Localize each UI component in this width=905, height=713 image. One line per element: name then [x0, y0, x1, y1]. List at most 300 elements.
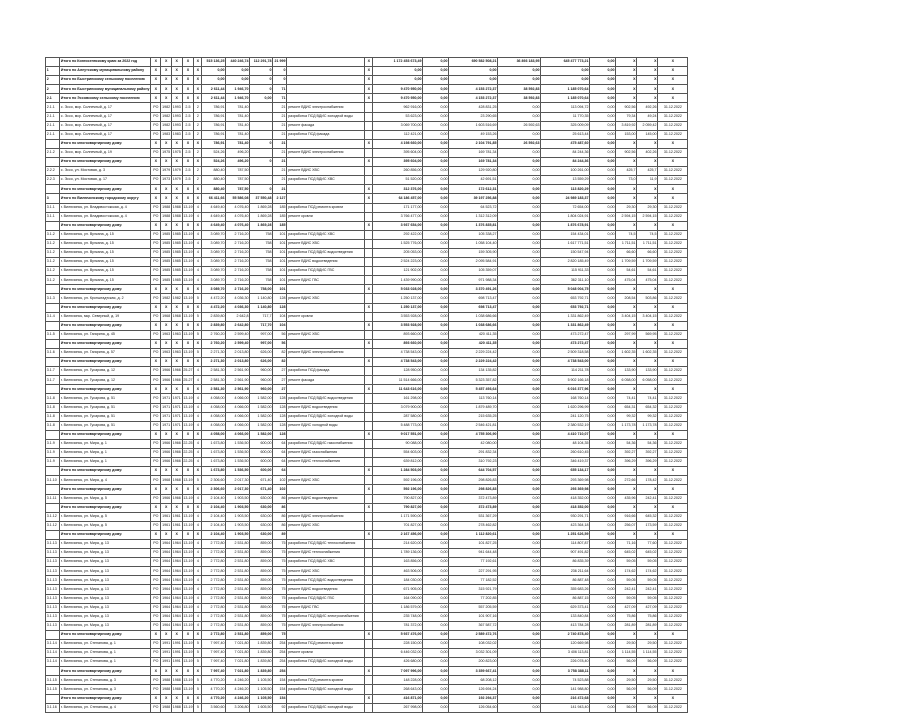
table-cell: X [171, 303, 182, 312]
table-cell: 31.12.2022 [658, 376, 688, 385]
table-cell: 3.1.5 [46, 330, 60, 339]
table-cell: РО [151, 294, 161, 303]
table-cell: 0,00 [498, 185, 541, 194]
table-cell [287, 467, 365, 476]
table-cell: 1991 [161, 649, 172, 658]
table-cell: 56 [273, 339, 287, 348]
table-cell: 626,00 [250, 358, 273, 367]
table-cell: 1968 [161, 476, 172, 485]
table-cell: ремонт ВДИС газоснабжения [287, 449, 365, 458]
table-cell: 260 610,45 [541, 449, 590, 458]
table-cell: г. Вилючинск, ул. Вулкана, д. 15 [60, 267, 151, 276]
table-cell: 4 246,20 [226, 694, 250, 703]
table-cell: 0,00 [423, 58, 449, 67]
table-cell: X [151, 94, 161, 103]
table-cell: 101 [273, 239, 287, 248]
table-cell: 56,09 [616, 685, 637, 694]
table-cell [365, 640, 373, 649]
table-cell: ремонт ВДИС ХВС [287, 330, 365, 339]
table-cell: 1 376 835,81 [449, 221, 498, 230]
table-cell: 5 457 493,64 [449, 385, 498, 394]
table-cell: 1 582,00 [250, 412, 273, 421]
table-cell: 653 792,71 [541, 303, 590, 312]
table-cell: X [637, 67, 658, 76]
table-cell: 13-19 [182, 494, 194, 503]
table-cell: 2 509 318,58 [541, 349, 590, 358]
table-cell: 59,05 [616, 594, 637, 603]
table-cell: 0,00 [423, 276, 449, 285]
table-cell: 2-5 [182, 176, 194, 185]
table-cell: 0,00 [590, 685, 616, 694]
table-cell: X [161, 194, 172, 203]
table-cell: 0,00 [423, 667, 449, 676]
table-cell: 4 770,20 [202, 676, 226, 685]
table-row [46, 567, 688, 576]
table-cell: 31.12.2022 [658, 649, 688, 658]
table-cell: 2 531,80 [226, 630, 250, 639]
table-cell: 101 827,25 [449, 539, 498, 548]
table-cell: 0,00 [590, 467, 616, 476]
table-cell: 1 582,00 [250, 430, 273, 439]
table-cell: 2 760,20 [202, 339, 226, 348]
table-cell: 0,00 [498, 621, 541, 630]
table-cell: 7 997,40 [202, 640, 226, 649]
table-cell: 185 [273, 212, 287, 221]
table-cell: 11,9 [637, 176, 658, 185]
table-cell: 997,00 [250, 339, 273, 348]
table-cell: 101 [273, 248, 287, 257]
table-cell: 21 [273, 121, 287, 130]
table-cell: ремонт ВДИС водоотведения [287, 585, 365, 594]
table-cell: 75 [273, 621, 287, 630]
table-cell: 2 772,80 [202, 612, 226, 621]
table-cell [365, 176, 373, 185]
table-cell: 108 032,02 [449, 640, 498, 649]
table-cell: 1988 [171, 703, 182, 712]
table-cell: 0,00 [498, 630, 541, 639]
table-cell: 0,00 [590, 112, 616, 121]
table-cell: 55 586,08 [226, 194, 250, 203]
table-cell [287, 630, 365, 639]
table-cell: 423 364,18 [541, 521, 590, 530]
summary-row [46, 94, 688, 103]
table-cell [365, 112, 373, 121]
table-cell [365, 539, 373, 548]
table-cell: 325 009,09 [541, 121, 590, 130]
table-cell: X [616, 430, 637, 439]
table-cell: X [161, 385, 172, 394]
table-cell: 31.12.2022 [658, 549, 688, 558]
table-cell: 0,00 [498, 421, 541, 430]
summary-row [46, 321, 688, 330]
table-cell: 51 520,00 [373, 176, 423, 185]
table-cell: 13-19 [182, 612, 194, 621]
table-cell: 0,00 [590, 367, 616, 376]
table-cell [365, 512, 373, 521]
table-row [46, 658, 688, 667]
table-cell: X [637, 667, 658, 676]
table-cell: РО [151, 130, 161, 139]
table-cell: X [194, 503, 202, 512]
table-cell: 0,00 [590, 176, 616, 185]
summary-row [46, 67, 688, 76]
table-cell: 128 [273, 303, 287, 312]
table-cell: г. Вилючинск, ул. Степанова, д. 1 [60, 658, 151, 667]
table-cell: X [151, 194, 161, 203]
table-cell: 0,00 [590, 103, 616, 112]
table-cell: РО [151, 494, 161, 503]
table-cell: РО [151, 212, 161, 221]
table-cell: 2 017,30 [226, 485, 250, 494]
table-cell: 0,00 [498, 67, 541, 76]
table-cell: X [658, 385, 688, 394]
table-cell: 73,0 [616, 176, 637, 185]
table-cell: 22-25 [182, 449, 194, 458]
table-cell: 4 472,20 [202, 294, 226, 303]
table-cell: 0,00 [423, 567, 449, 576]
table-cell: 1 250 137,00 [373, 294, 423, 303]
table-cell: 1991 [171, 649, 182, 658]
table-cell: X [194, 185, 202, 194]
table-cell: Итого по многоквартирному дому: [60, 667, 151, 676]
table-cell: 77 182,52 [449, 576, 498, 585]
table-cell [46, 630, 60, 639]
table-cell: 473 272,47 [541, 339, 590, 348]
table-cell: 859,00 [250, 612, 273, 621]
table-cell [365, 239, 373, 248]
table-cell: X [194, 485, 202, 494]
table-cell: 4 [194, 449, 202, 458]
table-cell [365, 130, 373, 139]
table-cell: X [151, 358, 161, 367]
table-cell: 2 642,8 [226, 312, 250, 321]
table-cell: ремонт кровли [287, 312, 365, 321]
table-cell: X [616, 185, 637, 194]
table-cell: 228 150,00 [373, 640, 423, 649]
table-cell: 346 419,37 [541, 458, 590, 467]
table-cell: 2-5 [182, 112, 194, 121]
table-cell: 418 352,00 [541, 494, 590, 503]
table-cell: 0,00 [423, 612, 449, 621]
table-cell: 4 076,40 [226, 212, 250, 221]
table-cell: X [365, 667, 373, 676]
table-cell: 92 [273, 703, 287, 712]
table-cell: 3.1.2 [46, 230, 60, 239]
table-cell: 25-27 [182, 376, 194, 385]
table-cell: X [616, 76, 637, 85]
table-cell: 13-19 [182, 703, 194, 712]
table-cell: 3.1.2 [46, 239, 60, 248]
table-cell: 786,91 [202, 130, 226, 139]
table-cell [365, 521, 373, 530]
table-cell: 31.12.2022 [658, 349, 688, 358]
table-cell: 26 592,63 [498, 139, 541, 148]
table-cell: 31.12.2022 [658, 212, 688, 221]
table-cell: 56,09 [616, 703, 637, 712]
table-cell: 84 244,36 [541, 148, 590, 157]
table-cell [287, 503, 365, 512]
table-cell: X [365, 485, 373, 494]
table-cell: 0,00 [423, 130, 449, 139]
table-cell: 113 820,29 [541, 185, 590, 194]
table-cell: 0,00 [423, 194, 449, 203]
table-cell: 2 531,80 [226, 576, 250, 585]
table-cell: 0,00 [498, 239, 541, 248]
table-cell: 0,00 [498, 485, 541, 494]
table-cell: 2 772,80 [202, 630, 226, 639]
table-cell: X [637, 58, 658, 67]
table-cell: РО [151, 539, 161, 548]
table-cell: 630,00 [250, 494, 273, 503]
table-cell: 4 058,00 [202, 403, 226, 412]
table-cell: 4 [194, 539, 202, 548]
table-cell: г. Вилючинск, ул. Мира, д. 13 [60, 603, 151, 612]
table-cell: 758 [250, 248, 273, 257]
table-cell: 859,00 [250, 603, 273, 612]
table-cell: 5 937 476,00 [373, 630, 423, 639]
table-cell: 5 [194, 330, 202, 339]
table-cell: 2 531,80 [226, 567, 250, 576]
table-cell: РО [151, 439, 161, 448]
table-cell: X [365, 139, 373, 148]
table-cell: 717,70 [250, 321, 273, 330]
table-cell: 1961 [161, 512, 172, 521]
table-cell: 941 644,48 [449, 549, 498, 558]
table-cell: 86 [273, 521, 287, 530]
table-cell: 0,00 [423, 230, 449, 239]
table-cell: 56,09 [637, 685, 658, 694]
table-cell: 0,00 [590, 321, 616, 330]
summary-row [46, 139, 688, 148]
table-body [46, 58, 688, 713]
table-cell: 13-19 [182, 603, 194, 612]
table-cell: 859,00 [250, 630, 273, 639]
table-cell: 2 017,30 [226, 476, 250, 485]
table-cell: 31.12.2022 [658, 239, 688, 248]
table-cell: 6 058,00 [616, 376, 637, 385]
table-cell: 2 271,30 [202, 349, 226, 358]
table-cell: 630,00 [250, 530, 273, 539]
table-cell: 21 [273, 112, 287, 121]
table-cell: РО [151, 676, 161, 685]
table-cell: РО [151, 412, 161, 421]
table-cell [365, 603, 373, 612]
table-cell: 0,00 [498, 103, 541, 112]
table-cell: X [171, 285, 182, 294]
table-cell: 75 [273, 567, 287, 576]
table-cell: 2 524 223,00 [373, 258, 423, 267]
table-cell: РО [151, 230, 161, 239]
table-cell: 1964 [161, 621, 172, 630]
table-cell: 0,00 [423, 539, 449, 548]
table-cell: 0,00 [202, 76, 226, 85]
table-cell: 916,66 [616, 512, 637, 521]
table-row [46, 703, 688, 712]
summary-row [46, 194, 688, 203]
table-cell: X [637, 503, 658, 512]
table-cell: 4 649,40 [202, 221, 226, 230]
table-cell: 2 594,15 [616, 212, 637, 221]
table-cell: 4 [194, 558, 202, 567]
table-cell: 1 185 070,64 [541, 85, 590, 94]
table-cell: X [616, 58, 637, 67]
table-cell: X [182, 694, 194, 703]
table-cell: 859,00 [250, 539, 273, 548]
table-cell: 2 772,80 [202, 539, 226, 548]
summary-row [46, 358, 688, 367]
table-cell [365, 248, 373, 257]
table-cell: РО [151, 703, 161, 712]
table-cell [287, 194, 365, 203]
table-cell: РО [151, 276, 161, 285]
table-cell: Итого по многоквартирному дому: [60, 339, 151, 348]
table-cell: 174,62 [637, 567, 658, 576]
table-cell: X [616, 85, 637, 94]
table-cell: 645,32 [637, 512, 658, 521]
table-cell: 2 229 224,42 [449, 358, 498, 367]
table-cell: 5 [194, 476, 202, 485]
table-cell: 38 592,83 [498, 94, 541, 103]
table-cell: 13-19 [182, 403, 194, 412]
table-cell: X [161, 185, 172, 194]
table-cell: 2.2.3 [46, 176, 60, 185]
table-cell: 31.12.2022 [658, 121, 688, 130]
table-row [46, 512, 688, 521]
table-cell: 0,00 [590, 58, 616, 67]
table-row [46, 258, 688, 267]
table-cell: 312 376,00 [373, 185, 423, 194]
table-cell: 0,00 [423, 121, 449, 130]
table-cell: 4 [194, 276, 202, 285]
table-cell: РО [151, 394, 161, 403]
table-cell: 1961 [171, 512, 182, 521]
table-cell: 1964 [171, 567, 182, 576]
table-cell: 0,00 [423, 203, 449, 212]
table-cell: 3 089,70 [202, 248, 226, 257]
table-cell: 0,00 [423, 439, 449, 448]
table-cell: X [194, 467, 202, 476]
table-cell: 1964 [171, 539, 182, 548]
table-cell: 355 683,26 [541, 585, 590, 594]
table-cell: Итого по многоквартирному дому: [60, 139, 151, 148]
table-cell: 39 197 256,88 [449, 194, 498, 203]
table-row [46, 539, 688, 548]
table-cell: X [365, 85, 373, 94]
table-cell: 0,00 [423, 339, 449, 348]
table-cell: РО [151, 594, 161, 603]
table-cell: 1 789 136,00 [373, 549, 423, 558]
table-cell: РО [151, 112, 161, 121]
table-cell: 71 [273, 94, 287, 103]
table-cell: 0,00 [498, 130, 541, 139]
table-cell: 1988 [161, 203, 172, 212]
table-cell: 426 680,00 [373, 658, 423, 667]
table-cell: 5 [194, 294, 202, 303]
table-cell: 475 487,60 [541, 139, 590, 148]
table-cell: РО [151, 203, 161, 212]
table-cell: 1979 [161, 167, 172, 176]
table-cell: РО [151, 685, 161, 694]
table-cell: X [637, 630, 658, 639]
table-cell: 174,62 [616, 567, 637, 576]
table-cell [365, 294, 373, 303]
table-cell: 859,00 [250, 621, 273, 630]
table-cell: 4 [194, 594, 202, 603]
table-cell: 4 036,30 [226, 303, 250, 312]
table-cell: X [637, 694, 658, 703]
table-cell: 1971 [171, 403, 182, 412]
table-cell: 2 531,80 [226, 621, 250, 630]
table-cell: 0,00 [449, 67, 498, 76]
table-cell: 1 331 862,49 [541, 321, 590, 330]
table-cell: ремонт ВДИС теплоснабжения [287, 549, 365, 558]
table-cell: 3.1.10 [46, 476, 60, 485]
table-cell: 4 066,00 [226, 394, 250, 403]
table-cell: X [637, 85, 658, 94]
table-cell: г. Вилючинск, мкр. Северный, д. 19 [60, 312, 151, 321]
table-cell [365, 649, 373, 658]
table-cell: 0,00 [423, 403, 449, 412]
table-cell: X [161, 285, 172, 294]
table-cell: 54,36 [637, 439, 658, 448]
table-cell: 2 642,80 [226, 321, 250, 330]
table-cell: 154 [273, 685, 287, 694]
table-cell: 114 807,87 [541, 539, 590, 548]
table-cell: 0,00 [423, 312, 449, 321]
summary-row [46, 58, 688, 67]
table-cell: X [171, 194, 182, 203]
table-cell: 31.12.2022 [658, 367, 688, 376]
table-cell: 0,00 [423, 467, 449, 476]
table-cell: г. Вилючинск, ул. Мира, д. 5 [60, 494, 151, 503]
table-cell: ремонт ВДИС ХВС [287, 521, 365, 530]
table-cell: 82 [273, 349, 287, 358]
table-cell: 13-19 [182, 349, 194, 358]
table-cell: 0,00 [423, 167, 449, 176]
table-cell: 13-19 [182, 549, 194, 558]
table-cell: X [151, 503, 161, 512]
table-cell: 1 605,50 [250, 703, 273, 712]
table-cell [46, 303, 60, 312]
table-cell: 134 135,82 [449, 367, 498, 376]
table-cell: 4 246,20 [226, 685, 250, 694]
table-cell: 86 [273, 512, 287, 521]
table-cell: 1966 [171, 458, 182, 467]
table-cell: 1 171 590,00 [373, 512, 423, 521]
table-cell: 3.1.9 [46, 458, 60, 467]
table-cell: 4 058,00 [202, 421, 226, 430]
table-cell: РО [151, 612, 161, 621]
table-cell: 1 172 453 673,49 [373, 58, 423, 67]
table-cell: 790 827,00 [373, 503, 423, 512]
table-cell: X [151, 667, 161, 676]
table-cell: с. Эссо, мкр. Солнечный, д. 17 [60, 130, 151, 139]
table-cell: 71,16 [616, 539, 637, 548]
table-cell: 1 602,35 [616, 349, 637, 358]
table-cell: X [365, 339, 373, 348]
table-cell: 4 [194, 458, 202, 467]
table-cell: г. Вилючинск, ул. Мира, д. 13 [60, 612, 151, 621]
table-cell: 2 013,80 [226, 349, 250, 358]
table-cell: 1 105,50 [250, 676, 273, 685]
table-cell: 1993 [171, 112, 182, 121]
table-cell: 53 623,00 [373, 112, 423, 121]
table-cell: 37 550,48 [250, 194, 273, 203]
table-cell: 4 472,20 [202, 303, 226, 312]
table-cell: 0,00 [423, 703, 449, 712]
table-cell: X [365, 630, 373, 639]
table-cell: г. Вилючинск, ул. Гагарина, д. 45 [60, 330, 151, 339]
